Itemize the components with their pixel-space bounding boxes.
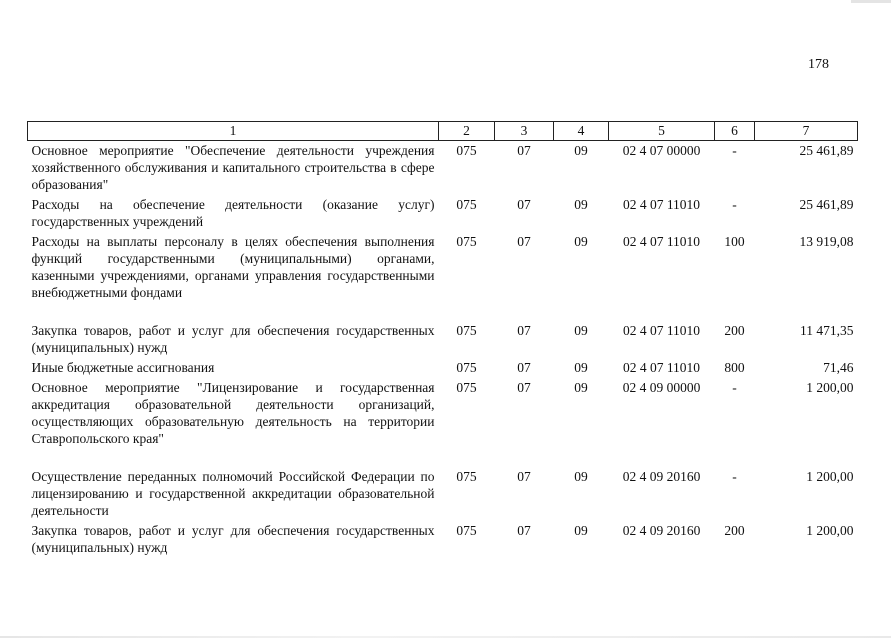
scan-artifact-bottom xyxy=(0,636,891,638)
row-target-article: 02 4 07 00000 xyxy=(622,143,701,158)
row-amount: 1 200,00 xyxy=(806,469,854,484)
header-col-5: 5 xyxy=(609,122,715,141)
row-subsection: 09 xyxy=(574,523,588,538)
row-name: Основное мероприятие "Лицензирование и государственная аккредитация образовательной деятельности организаций, осуществляющих образовательную деятельность на территории Ставропольского края" xyxy=(31,380,435,446)
row-subsection: 09 xyxy=(574,234,588,249)
row-amount: 25 461,89 xyxy=(799,143,854,158)
row-subsection: 09 xyxy=(574,469,588,484)
row-target-article: 02 4 07 11010 xyxy=(622,360,701,375)
row-amount: 1 200,00 xyxy=(806,523,854,538)
row-spacer xyxy=(28,449,858,467)
table-header-row xyxy=(28,122,858,141)
row-target-article: 02 4 07 11010 xyxy=(622,323,701,338)
scan-artifact-top xyxy=(851,0,891,3)
table-row xyxy=(28,141,858,196)
row-section: 07 xyxy=(517,380,531,395)
row-admin-code: 075 xyxy=(456,234,477,249)
row-section: 07 xyxy=(517,197,531,212)
row-expense-type: - xyxy=(732,143,737,158)
row-name: Закупка товаров, работ и услуг для обеспечения государственных (муниципальных) нужд xyxy=(31,323,435,355)
budget-table xyxy=(27,121,858,558)
row-target-article: 02 4 09 00000 xyxy=(622,380,701,395)
row-expense-type: 200 xyxy=(724,523,745,538)
header-col-2: 2 xyxy=(439,122,495,141)
header-col-4: 4 xyxy=(554,122,609,141)
row-amount: 11 471,35 xyxy=(800,323,854,338)
row-admin-code: 075 xyxy=(456,197,477,212)
header-col-6: 6 xyxy=(715,122,755,141)
table-row xyxy=(28,378,858,449)
row-admin-code: 075 xyxy=(456,323,477,338)
table-row xyxy=(28,321,858,358)
row-expense-type: - xyxy=(732,380,737,395)
table-row xyxy=(28,358,858,378)
row-amount: 25 461,89 xyxy=(799,197,854,212)
table-row xyxy=(28,232,858,303)
row-section: 07 xyxy=(517,523,531,538)
row-name: Закупка товаров, работ и услуг для обеспечения государственных (муниципальных) нужд xyxy=(31,523,435,555)
table-row xyxy=(28,521,858,558)
header-col-3: 3 xyxy=(495,122,554,141)
row-name: Осуществление переданных полномочий Российской Федерации по лицензированию и государственной аккредитации образовательной деятельности xyxy=(31,469,435,518)
row-admin-code: 075 xyxy=(456,360,477,375)
row-admin-code: 075 xyxy=(456,143,477,158)
row-amount: 1 200,00 xyxy=(806,380,854,395)
table-row xyxy=(28,195,858,232)
row-expense-type: 200 xyxy=(724,323,745,338)
row-spacer xyxy=(28,303,858,321)
row-section: 07 xyxy=(517,143,531,158)
row-section: 07 xyxy=(517,234,531,249)
row-subsection: 09 xyxy=(574,143,588,158)
table-row xyxy=(28,467,858,521)
row-subsection: 09 xyxy=(574,380,588,395)
row-name: Иные бюджетные ассигнования xyxy=(31,360,215,375)
row-target-article: 02 4 09 20160 xyxy=(622,523,701,538)
header-col-1: 1 xyxy=(28,122,439,141)
row-name: Расходы на обеспечение деятельности (оказание услуг) государственных учреждений xyxy=(31,197,435,229)
row-section: 07 xyxy=(517,323,531,338)
row-admin-code: 075 xyxy=(456,380,477,395)
header-col-7: 7 xyxy=(755,122,858,141)
row-admin-code: 075 xyxy=(456,523,477,538)
row-subsection: 09 xyxy=(574,360,588,375)
row-amount: 71,46 xyxy=(823,360,854,375)
row-name: Основное мероприятие "Обеспечение деятельности учреждения хозяйственного обслуживания и капитального строительства в сфере образования" xyxy=(31,143,435,192)
row-subsection: 09 xyxy=(574,197,588,212)
row-expense-type: - xyxy=(732,197,737,212)
row-section: 07 xyxy=(517,360,531,375)
row-target-article: 02 4 07 11010 xyxy=(622,197,701,212)
row-expense-type: - xyxy=(732,469,737,484)
row-expense-type: 100 xyxy=(724,234,745,249)
row-name: Расходы на выплаты персоналу в целях обеспечения выполнения функций государственными (муниципальными) органами, казенными учреждениями, органами управления государственными внебюджетными фондами xyxy=(31,234,435,300)
page-number: 178 xyxy=(808,57,829,72)
row-expense-type: 800 xyxy=(724,360,745,375)
row-subsection: 09 xyxy=(574,323,588,338)
row-target-article: 02 4 09 20160 xyxy=(622,469,701,484)
row-admin-code: 075 xyxy=(456,469,477,484)
row-amount: 13 919,08 xyxy=(799,234,854,249)
row-target-article: 02 4 07 11010 xyxy=(622,234,701,249)
row-section: 07 xyxy=(517,469,531,484)
